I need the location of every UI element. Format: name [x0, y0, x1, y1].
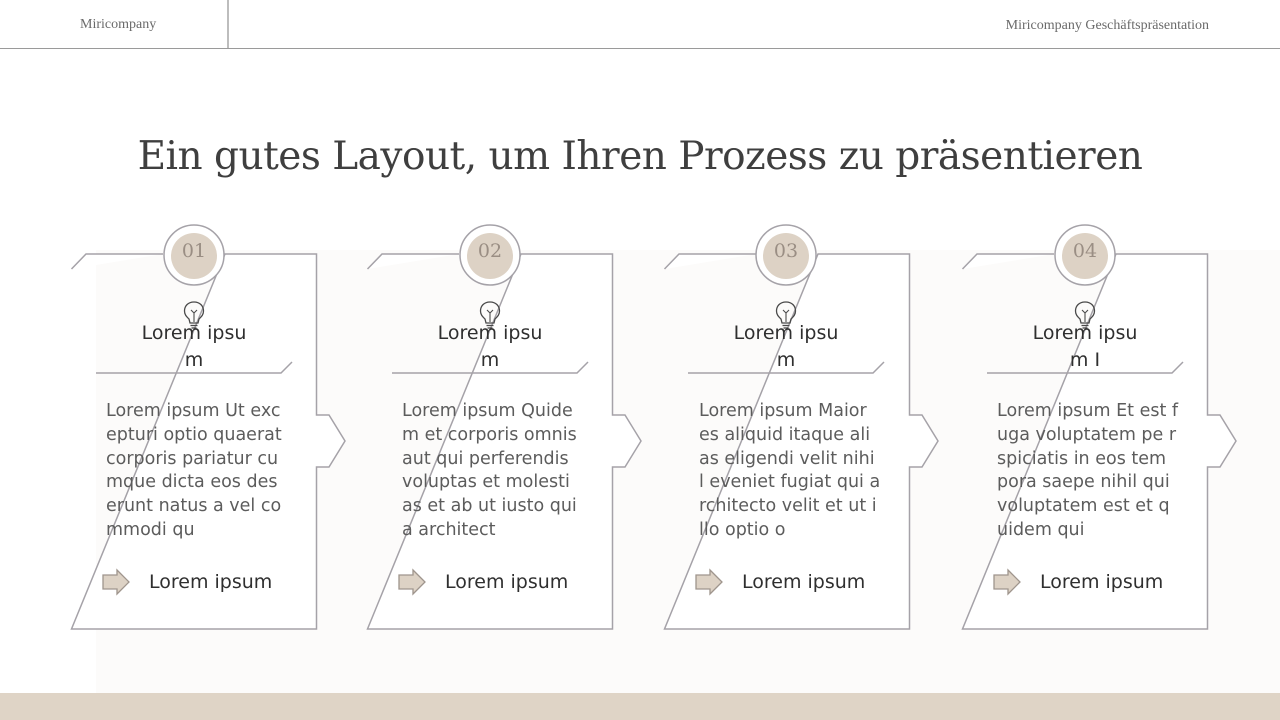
arrow-right-icon — [695, 568, 723, 596]
slide-title: Ein gutes Layout, um Ihren Prozess zu präsentieren — [137, 134, 1143, 179]
card-footer-label: Lorem ipsum — [149, 571, 273, 593]
arrow-right-icon — [398, 568, 426, 596]
card-footer-label: Lorem ipsum — [1040, 571, 1164, 593]
card-heading: Lorem ipsu m I — [1032, 322, 1138, 371]
process-card-1 — [71, 224, 347, 632]
process-card-4 — [962, 224, 1238, 632]
card-body-text: Lorem ipsum Quide m et corporis omnis aut qui perferendis voluptas et molesti as et ab ut iusto qui a architect — [402, 401, 577, 540]
document-title: Miricompany Geschäftspräsentation — [1005, 18, 1209, 33]
step-number: 02 — [477, 240, 503, 262]
card-heading: Lorem ipsu m — [733, 322, 839, 371]
process-card-3 — [664, 224, 940, 632]
card-heading: Lorem ipsu m — [141, 322, 247, 371]
step-number: 03 — [773, 240, 799, 262]
step-number: 01 — [181, 240, 207, 262]
process-card-2 — [367, 224, 643, 632]
arrow-right-icon — [993, 568, 1021, 596]
brand-name: Miricompany — [80, 17, 157, 32]
card-body-text: Lorem ipsum Ut exc epturi optio quaerat corporis pariatur cu mque dicta eos des erunt natus a vel co mmodi qu — [106, 401, 282, 540]
card-body-text: Lorem ipsum Et est fuga voluptatem pe rspiciatis in eos tem pora saepe nihil qui voluptatem est et q uidem qui — [997, 401, 1179, 540]
card-footer-label: Lorem ipsum — [445, 571, 569, 593]
step-number: 04 — [1072, 240, 1098, 262]
card-footer-label: Lorem ipsum — [742, 571, 866, 593]
bottom-accent-band — [0, 693, 1280, 720]
arrow-right-icon — [102, 568, 130, 596]
card-heading: Lorem ipsu m — [437, 322, 543, 371]
header-bar — [0, 0, 1280, 49]
card-body-text: Lorem ipsum Maior es aliquid itaque ali as eligendi velit nihi l eveniet fugiat qui architecto velit et ut illo optio o — [699, 401, 881, 540]
header-divider — [227, 0, 229, 48]
